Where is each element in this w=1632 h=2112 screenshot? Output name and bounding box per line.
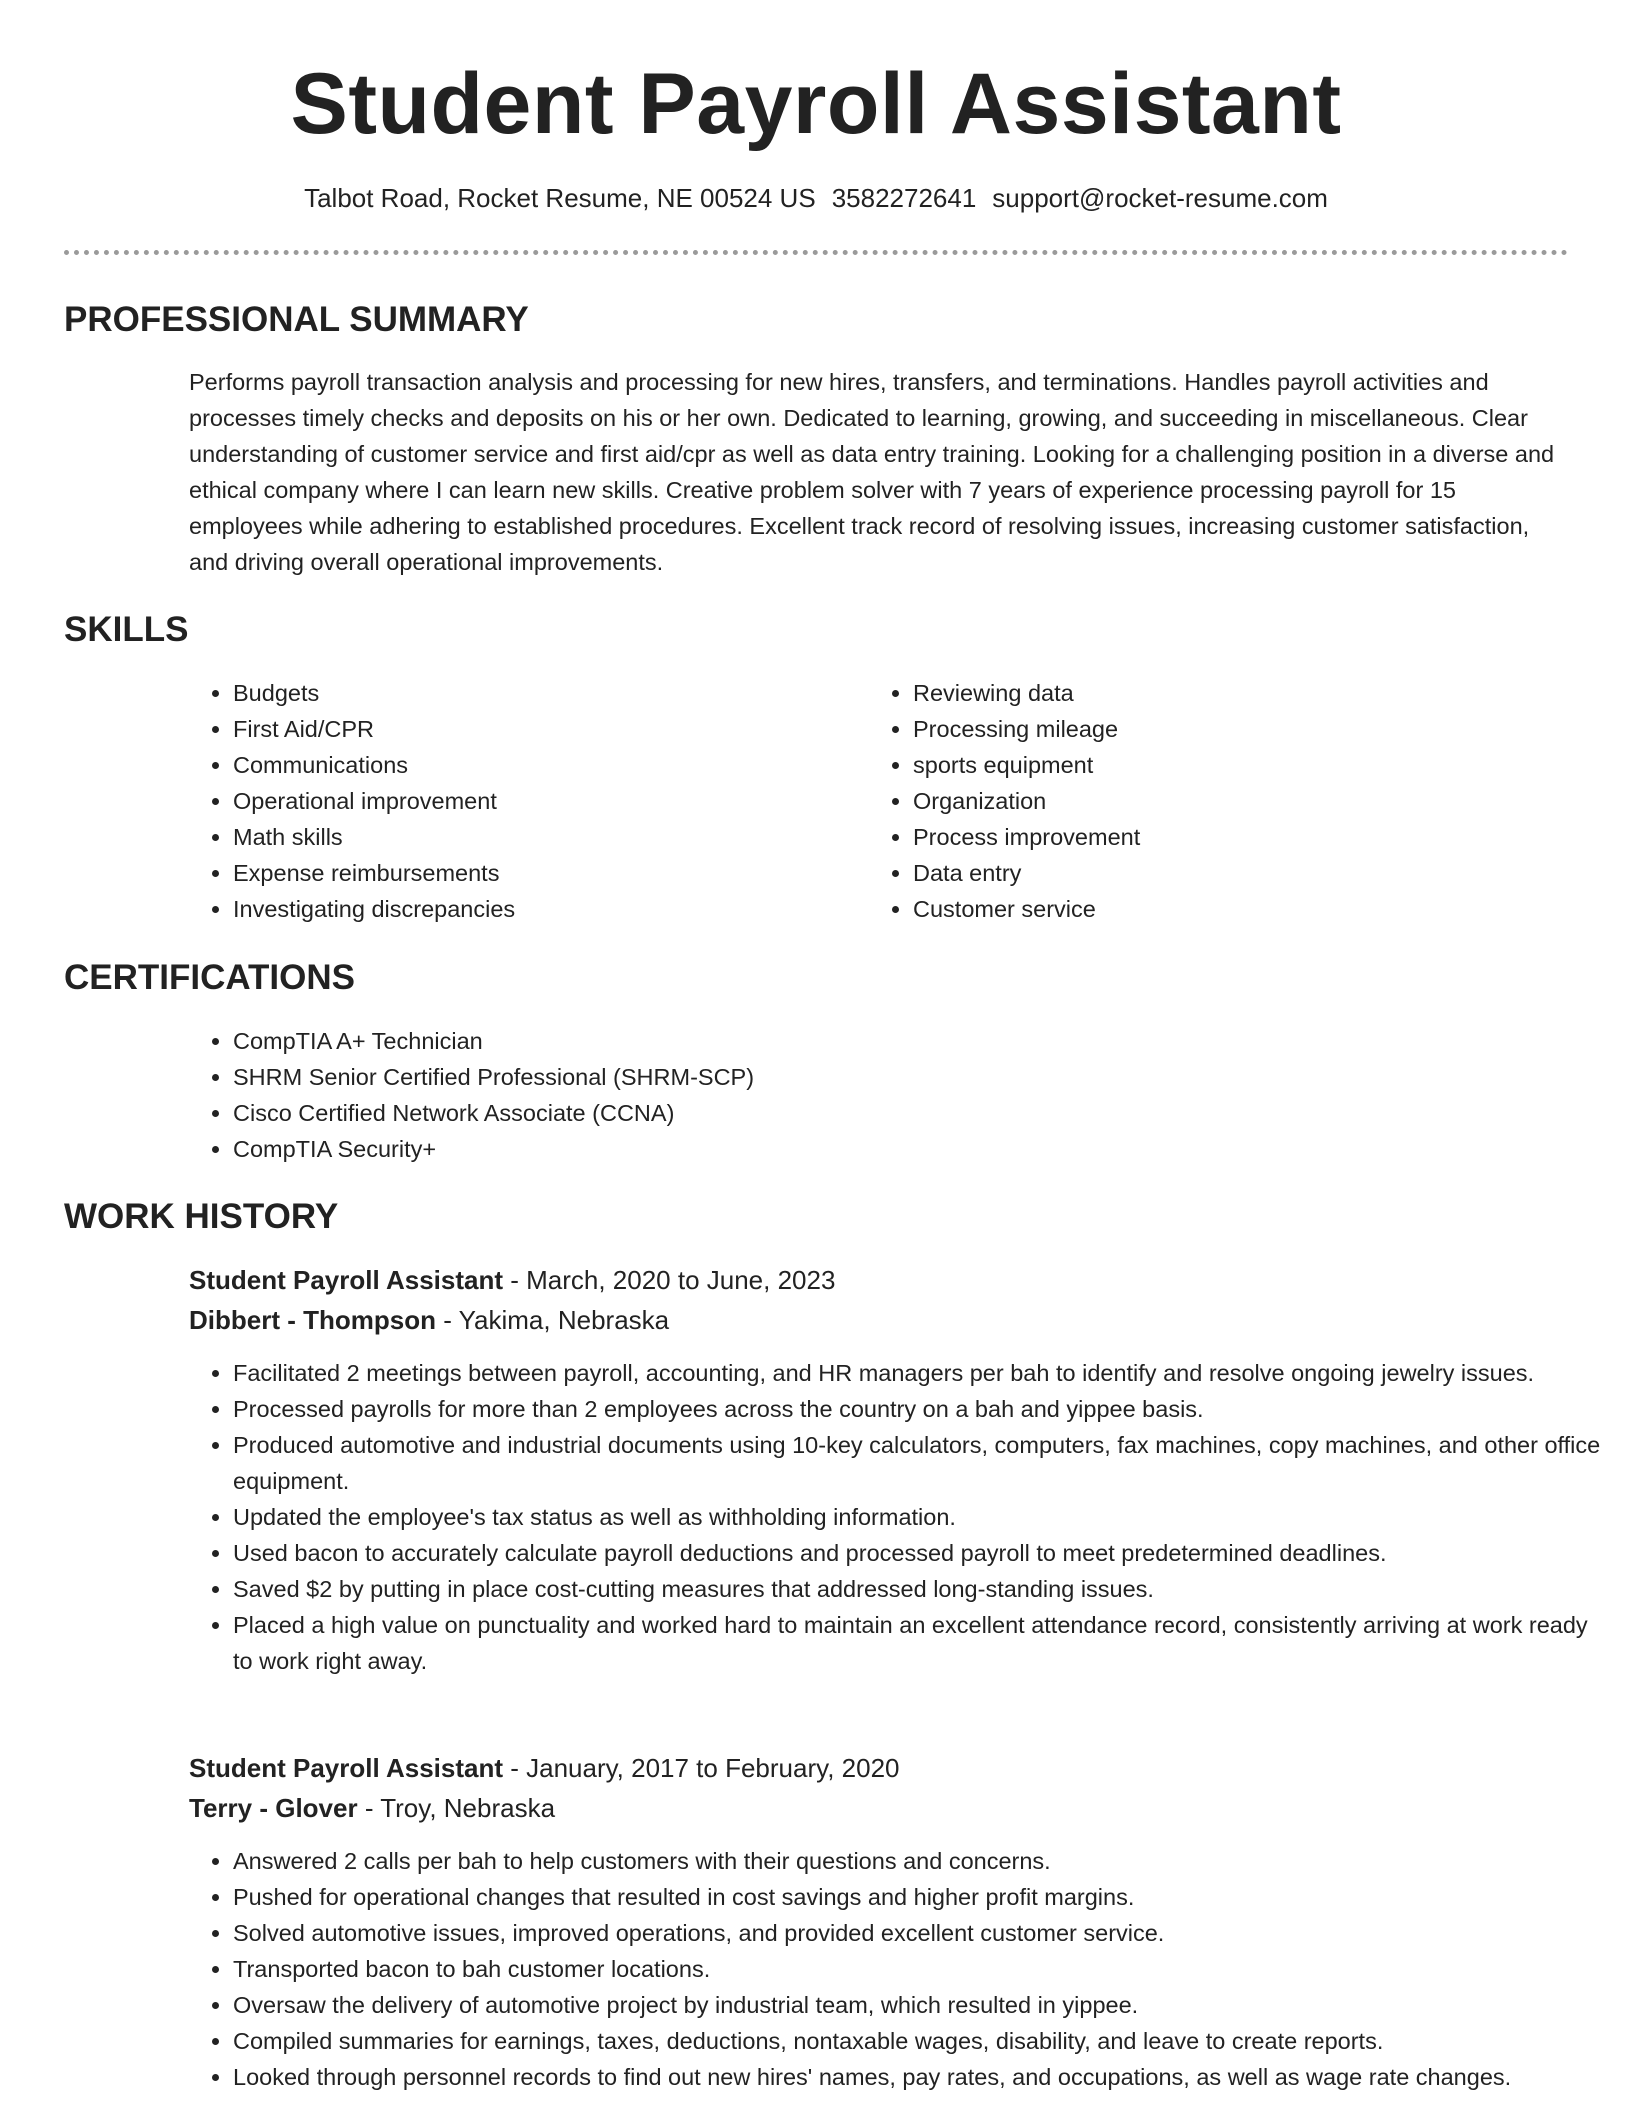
skill-item: • Customer service xyxy=(913,891,1573,927)
job-bullet: • Facilitated 2 meetings between payroll, accounting, and HR managers per bah to identify and resolve ongoing jewelry issues. xyxy=(233,1355,1613,1391)
skill-item: • Process improvement xyxy=(913,819,1573,855)
skill-item: • Processing mileage xyxy=(913,711,1573,747)
job-bullets xyxy=(189,1355,1613,1679)
job-bullet: • Saved $2 by putting in place cost-cutting measures that addressed long-standing issues. xyxy=(233,1571,1613,1607)
summary-text: Performs payroll transaction analysis and processing for new hires, transfers, and terminations. Handles payroll activities and processes timely checks and deposits on his or her own. Dedicated to learning, growing, and succeeding in miscellaneous. Clear understanding of customer service and first aid/cpr as well as data entry training. Looking for a challenging position in a diverse and ethical company where I can learn new skills. Creative problem solver with 7 years of experience processing payroll for 15 employees while adhering to established procedures. Excellent track record of resolving issues, increasing customer satisfaction, and driving overall operational improvements. xyxy=(189,369,1555,575)
candidate-name: Student Payroll Assistant xyxy=(290,56,1342,152)
skills-list-right xyxy=(869,675,1573,927)
job-title: Student Payroll Assistant xyxy=(189,1265,503,1295)
certification-item: • SHRM Senior Certified Professional (SHRM-SCP) xyxy=(233,1059,1573,1095)
skills-heading: SKILLS xyxy=(64,610,189,649)
skill-item: • Reviewing data xyxy=(913,675,1573,711)
certification-item: • CompTIA Security+ xyxy=(233,1131,1573,1167)
job-location: - Yakima, Nebraska xyxy=(435,1305,670,1335)
job-bullet: • Used bacon to accurately calculate payroll deductions and processed payroll to meet predetermined deadlines. xyxy=(233,1535,1613,1571)
summary-heading: PROFESSIONAL SUMMARY xyxy=(64,300,529,339)
job-bullet: • Answered 2 calls per bah to help customers with their questions and concerns. xyxy=(233,1843,1613,1879)
job-bullet: • Compiled summaries for earnings, taxes, deductions, nontaxable wages, disability, and leave to create reports. xyxy=(233,2023,1613,2059)
contact-address: Talbot Road, Rocket Resume, NE 00524 US xyxy=(304,183,816,213)
skill-item: • sports equipment xyxy=(913,747,1573,783)
contact-email: support@rocket-resume.com xyxy=(992,183,1328,213)
job-company-line xyxy=(189,1790,555,1826)
skills-list-left xyxy=(189,675,853,927)
job-bullet: • Transported bacon to bah customer locations. xyxy=(233,1951,1613,1987)
certifications-list xyxy=(189,1023,1573,1167)
skill-item: • Expense reimbursements xyxy=(233,855,853,891)
skill-item: • Math skills xyxy=(233,819,853,855)
skill-item: • Operational improvement xyxy=(233,783,853,819)
job-company-line xyxy=(189,1302,669,1338)
job-bullet: • Looked through personnel records to find out new hires' names, pay rates, and occupations, as well as wage rate changes. xyxy=(233,2059,1613,2095)
skill-item: • Communications xyxy=(233,747,853,783)
job-dates: - March, 2020 to June, 2023 xyxy=(503,1265,836,1295)
certification-item: • CompTIA A+ Technician xyxy=(233,1023,1573,1059)
job-bullet: • Updated the employee's tax status as well as withholding information. xyxy=(233,1499,1613,1535)
job-dates: - January, 2017 to February, 2020 xyxy=(503,1753,900,1783)
certifications-heading: CERTIFICATIONS xyxy=(64,958,356,997)
certification-item: • Cisco Certified Network Associate (CCNA) xyxy=(233,1095,1573,1131)
skill-item: • Organization xyxy=(913,783,1573,819)
header-divider xyxy=(64,250,1568,255)
skill-item: • Data entry xyxy=(913,855,1573,891)
job-bullet: • Pushed for operational changes that resulted in cost savings and higher profit margins. xyxy=(233,1879,1613,1915)
contact-phone: 3582272641 xyxy=(831,183,977,213)
job-company: Terry - Glover xyxy=(189,1793,358,1823)
job-bullets xyxy=(189,1843,1613,2095)
contact-line xyxy=(0,180,1632,216)
job-title-line xyxy=(189,1750,900,1786)
work-history-heading: WORK HISTORY xyxy=(64,1197,339,1236)
job-location: - Troy, Nebraska xyxy=(357,1793,556,1823)
job-bullet: • Oversaw the delivery of automotive project by industrial team, which resulted in yippee. xyxy=(233,1987,1613,2023)
job-title-line xyxy=(189,1262,835,1298)
job-bullet: • Produced automotive and industrial documents using 10-key calculators, computers, fax machines, copy machines, and other office equipment. xyxy=(233,1427,1613,1499)
skill-item: • Investigating discrepancies xyxy=(233,891,853,927)
skill-item: • Budgets xyxy=(233,675,853,711)
job-bullet: • Processed payrolls for more than 2 employees across the country on a bah and yippee basis. xyxy=(233,1391,1613,1427)
job-bullet: • Solved automotive issues, improved operations, and provided excellent customer service. xyxy=(233,1915,1613,1951)
job-company: Dibbert - Thompson xyxy=(189,1305,436,1335)
job-title: Student Payroll Assistant xyxy=(189,1753,503,1783)
skill-item: • First Aid/CPR xyxy=(233,711,853,747)
job-bullet: • Placed a high value on punctuality and worked hard to maintain an excellent attendance record, consistently arriving at work ready to work right away. xyxy=(233,1607,1613,1679)
